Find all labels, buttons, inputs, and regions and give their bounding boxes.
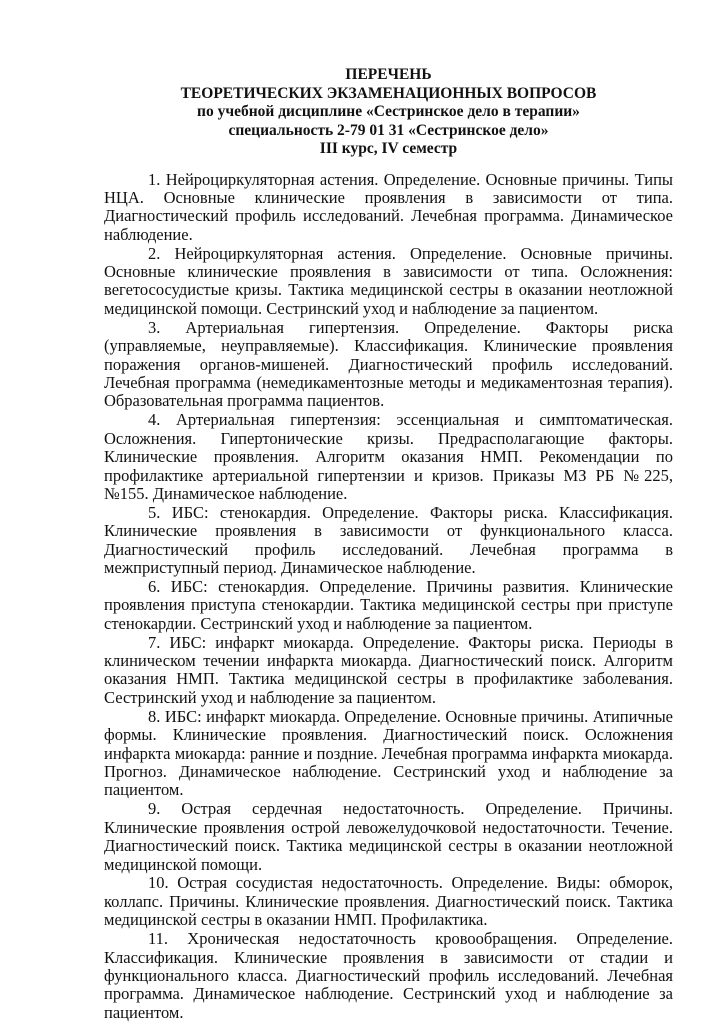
- item-number: 8.: [148, 706, 161, 726]
- list-item: [104, 411, 673, 503]
- questions-list: [104, 171, 673, 1023]
- item-number: 10.: [148, 873, 169, 893]
- specialty-line: специальность 2-79 01 31 «Сестринское дело»: [228, 121, 549, 139]
- item-text: Нейроциркуляторная астения. Определение. Основные причины. Основные клинические проявления в зависимости от типа. Осложнения: вегетососудистые кризы. Тактика медицинской сестры в оказании неотложной медицинской помощи. Сестринский уход и наблюдение за пациентом.: [104, 243, 673, 318]
- item-number: 4.: [148, 410, 161, 430]
- list-item: [104, 708, 673, 800]
- course-line: III курс, IV семестр: [319, 140, 458, 157]
- item-text: ИБС: инфаркт миокарда. Определение. Факторы риска. Периоды в клиническом течении инфаркта миокарда. Диагностический поиск. Алгоритм оказания НМП. Тактика медицинской сестры в профилактике заболевания. Сестринский уход и наблюдение за пациентом.: [104, 632, 673, 707]
- item-text: Артериальная гипертензия: эссенциальная и симптоматическая. Осложнения. Гипертонические кризы. Предрасполагающие факторы. Клинические проявления. Алгоритм оказания НМП. Рекомендации по профилактике артериальной гипертензии и кризов. Приказы МЗ РБ №225, №155. Динамическое наблюдение.: [104, 410, 674, 503]
- item-text: ИБС: инфаркт миокарда. Определение. Основные причины. Атипичные формы. Клинические проявления. Диагностический поиск. Осложнения инфаркта миокарда: ранние и поздние. Лечебная программа инфаркта миокарда. Прогноз. Динамическое наблюдение. Сестринский уход и наблюдение за пациентом.: [104, 706, 674, 800]
- item-number: 11.: [148, 929, 169, 949]
- item-number: 1.: [148, 169, 161, 189]
- item-text: Нейроциркуляторная астения. Определение. Основные причины. Типы НЦА. Основные клинические проявления в зависимости от типа. Диагностический профиль исследований. Лечебная программа. Динамическое наблюдение.: [104, 169, 674, 244]
- list-item: [104, 171, 673, 245]
- list-item: [104, 930, 673, 1022]
- item-number: 3.: [148, 317, 161, 337]
- item-text: Артериальная гипертензия. Определение. Факторы риска (управляемые, неуправляемые). Классификация. Клинические проявления поражения органов-мишеней. Диагностический профиль исследований. Лечебная программа (немедикаментозные методы и медикаментозная терапия). Образовательная программа пациентов.: [104, 317, 673, 411]
- list-item: [104, 874, 673, 929]
- item-number: 5.: [148, 502, 161, 522]
- list-item: [104, 634, 673, 708]
- list-item: [104, 800, 673, 874]
- item-number: 6.: [148, 576, 161, 596]
- subtitle: ТЕОРЕТИЧЕСКИХ ЭКЗАМЕНАЦИОННЫХ ВОПРОСОВ: [180, 84, 597, 102]
- list-item: [104, 245, 673, 319]
- list-item: [104, 578, 673, 633]
- item-text: Острая сердечная недостаточность. Определение. Причины. Клинические проявления острой левожелудочковой недостаточности. Течение. Диагностический поиск. Тактика медицинской сестры в оказании неотложной медицинской помощи.: [104, 799, 674, 874]
- item-text: ИБС: стенокардия. Определение. Факторы риска. Классификация. Клинические проявления в зависимости от функционального класса. Диагностический профиль исследований. Лечебная программа в межприступный период. Динамическое наблюдение.: [104, 502, 673, 578]
- item-text: ИБС: стенокардия. Определение. Причины развития. Клинические проявления приступа стенокардии. Тактика медицинской сестры при приступе стенокардии. Сестринский уход и наблюдение за пациентом.: [104, 576, 673, 633]
- discipline-line: по учебной дисциплине «Сестринское дело в терапии»: [197, 103, 580, 120]
- item-number: 2.: [148, 243, 161, 263]
- item-number: 9.: [148, 799, 161, 819]
- item-text: Острая сосудистая недостаточность. Определение. Виды: обморок, коллапс. Причины. Клинические проявления. Диагностический поиск. Тактика медицинской сестры в оказании НМП. Профилактика.: [104, 873, 674, 930]
- title: ПЕРЕЧЕНЬ: [345, 66, 432, 83]
- list-item: [104, 319, 673, 411]
- item-number: 7.: [148, 632, 161, 652]
- item-text: Хроническая недостаточность кровообращения. Определение. Классификация. Клинические проявления в зависимости от стадии и функционального класса. Диагностический профиль исследований. Лечебная программа. Динамическое наблюдение. Сестринский уход и наблюдение за пациентом.: [104, 929, 674, 1022]
- list-item: [104, 504, 673, 578]
- document-header: [104, 66, 673, 159]
